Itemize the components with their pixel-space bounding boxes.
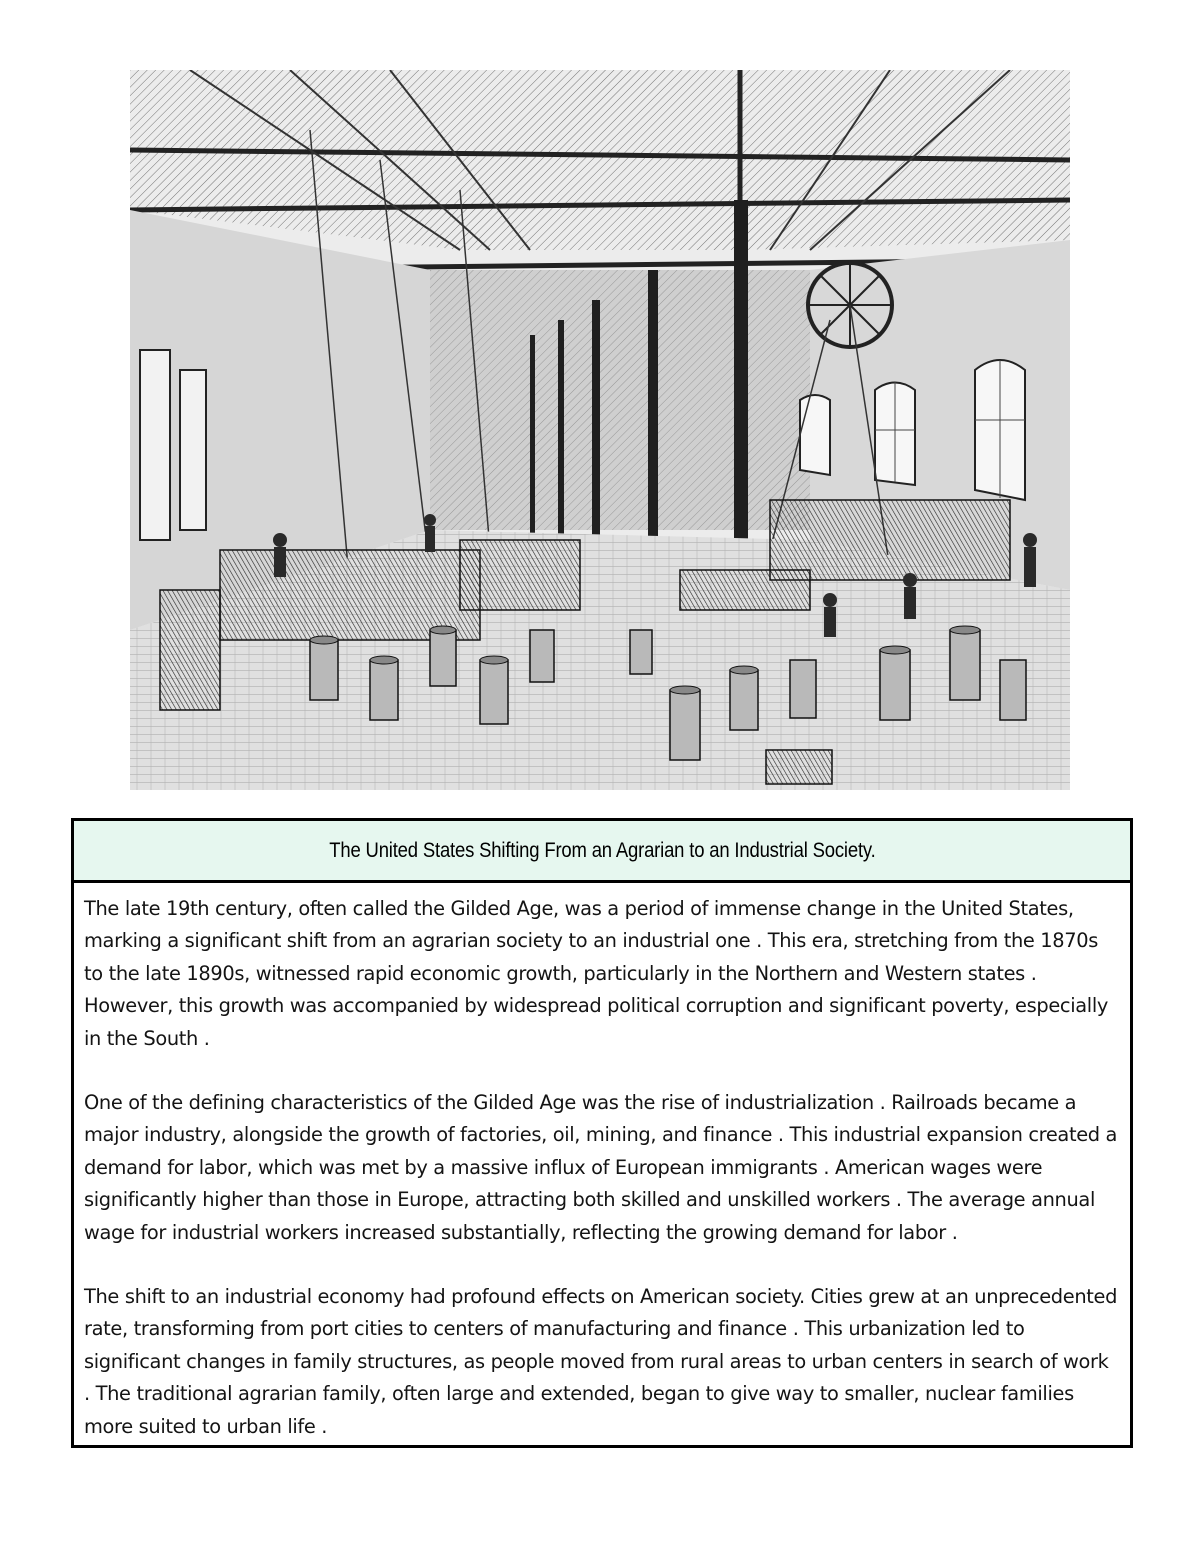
paragraph-2: One of the defining characteristics of the Gilded Age was the rise of industrialization . Railroads became a major industry, alongside the growth of factories, oil, mining, and finance . This industrial expansion created a demand for labor, which was met by a massive influx of European immigrants . American wages were significantly higher than those in Europe, attracting both skilled and unskilled workers . The average annual wage for industrial workers increased substantially, reflecting the growing demand for labor . (84, 1091, 1118, 1244)
info-title: The United States Shifting From an Agrarian to an Industrial Society. (328, 838, 876, 862)
paragraph-1: The late 19th century, often called the Gilded Age, was a period of immense change in the United States, marking a significant shift from an agrarian society to an industrial one . This era, stretching from the 1870s to the late 1890s, witnessed rapid economic growth, particularly in the Northern and Western states . However, this growth was accompanied by widespread political corruption and significant poverty, especially in the South . (84, 897, 1108, 1050)
info-body (74, 883, 1130, 1443)
factory-illustration (130, 70, 1070, 790)
info-header (74, 821, 1130, 883)
paragraph-3: The shift to an industrial economy had profound effects on American society. Cities grew at an unprecedented rate, transforming from port cities to centers of manufacturing and finance . This urbanization led to significant changes in family structures, as people moved from rural areas to urban centers in search of work . The traditional agrarian family, often large and extended, began to give way to smaller, nuclear families more suited to urban life . (84, 1285, 1118, 1438)
factory-engraving-svg (130, 70, 1070, 790)
info-box (71, 818, 1133, 1448)
